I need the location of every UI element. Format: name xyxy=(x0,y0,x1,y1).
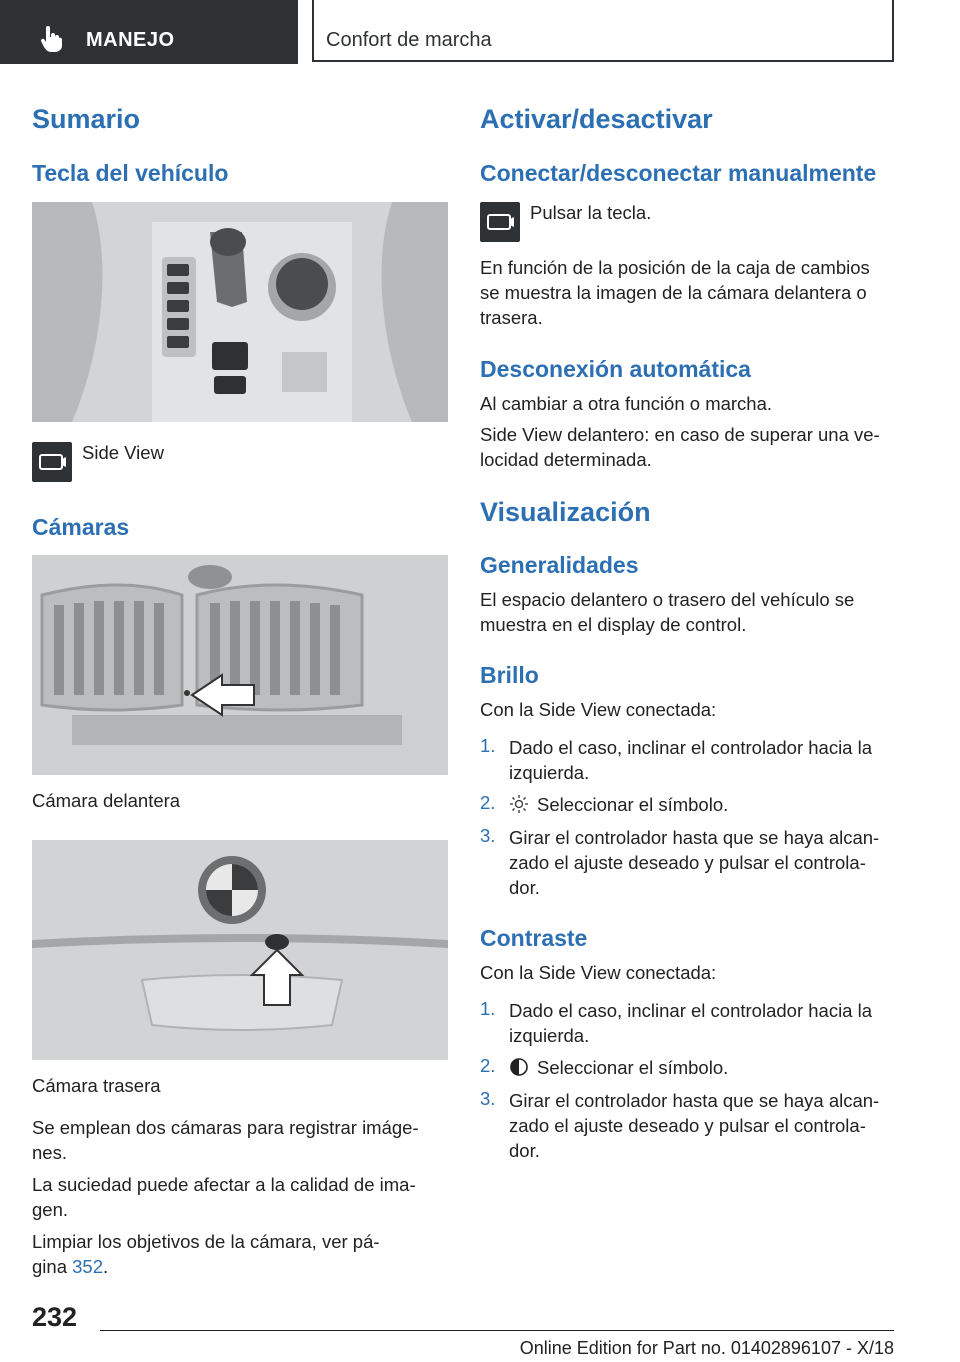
brightness-sun-icon xyxy=(509,794,529,814)
footer-edition: Online Edition for Part no. 01402896107 - X/18 xyxy=(519,1338,894,1358)
heading-contraste: Contraste xyxy=(480,925,588,951)
contraste-step-3-l3: dor. xyxy=(509,1140,540,1161)
heading-camaras: Cámaras xyxy=(32,514,130,540)
heading-conectar: Conectar/desconectar manualmente xyxy=(480,160,877,186)
pulsar-tecla: Pulsar la tecla. xyxy=(530,202,652,223)
rear-camera-photo xyxy=(32,840,448,1060)
brillo-step-1-l2: izquierda. xyxy=(509,762,590,783)
page-header xyxy=(0,0,960,66)
heading-activar: Activar/desactivar xyxy=(480,104,713,134)
heading-visualizacion: Visualización xyxy=(480,497,651,527)
contraste-step-3-l1: Girar el controlador hasta que se haya alcan- xyxy=(509,1090,880,1111)
front-camera-photo xyxy=(32,555,448,775)
auto-line-2: Side View delantero: en caso de superar una ve- xyxy=(480,424,880,445)
contrast-icon xyxy=(509,1057,529,1077)
gen-line-2: muestra en el display de control. xyxy=(480,614,747,635)
side-view-camera-icon xyxy=(32,442,72,482)
para-clean-l2 xyxy=(32,1254,108,1279)
caption-rear-camera: Cámara trasera xyxy=(32,1075,161,1096)
brillo-step-2-text: Seleccionar el símbolo. xyxy=(537,794,729,815)
func-line-2: se muestra la imagen de la cámara delantera o xyxy=(480,282,867,303)
auto-line-3: locidad determinada. xyxy=(480,449,652,470)
side-view-camera-icon xyxy=(480,202,520,242)
contraste-step-2-num: 2. xyxy=(480,1055,496,1076)
heading-brillo: Brillo xyxy=(480,662,539,688)
contraste-intro: Con la Side View conectada: xyxy=(480,962,717,983)
page-link-352[interactable]: 352 xyxy=(72,1256,103,1277)
brillo-step-2-num: 2. xyxy=(480,792,496,813)
heading-generalidades: Generalidades xyxy=(480,552,639,578)
contraste-step-1-l1: Dado el caso, inclinar el controlador hacia la xyxy=(509,1000,873,1021)
side-view-button-icon-2 xyxy=(480,202,520,242)
brillo-step-3-l1: Girar el controlador hasta que se haya alcan- xyxy=(509,827,880,848)
para-clean-prefix: gina xyxy=(32,1256,73,1277)
contraste-step-3-num: 3. xyxy=(480,1088,496,1109)
para-clean-l1: Limpiar los objetivos de la cámara, ver pá- xyxy=(32,1231,380,1252)
page-number: 232 xyxy=(32,1302,78,1332)
brillo-intro: Con la Side View conectada: xyxy=(480,699,717,720)
gen-line-1: El espacio delantero o trasero del vehículo se xyxy=(480,589,855,610)
contraste-step-1-l2: izquierda. xyxy=(509,1025,590,1046)
func-line-3: trasera. xyxy=(480,307,543,328)
contraste-step-2-text: Seleccionar el símbolo. xyxy=(537,1057,729,1078)
footer-divider xyxy=(100,1330,894,1331)
para-two-cameras-l2: nes. xyxy=(32,1142,67,1163)
section-title: MANEJO xyxy=(86,29,175,51)
contraste-step-1-num: 1. xyxy=(480,998,496,1019)
side-view-label: Side View xyxy=(82,442,164,463)
console-photo xyxy=(32,202,448,422)
brillo-step-3-l3: dor. xyxy=(509,877,540,898)
contraste-step-3-l2: zado el ajuste deseado y pulsar el controla- xyxy=(509,1115,866,1136)
brillo-step-1-num: 1. xyxy=(480,735,496,756)
heading-tecla: Tecla del vehículo xyxy=(32,160,229,186)
heading-desconexion: Desconexión automática xyxy=(480,356,751,382)
hand-pointer-icon xyxy=(40,26,64,52)
heading-sumario: Sumario xyxy=(32,104,141,134)
para-clean-suffix: . xyxy=(103,1256,109,1277)
brillo-step-3-l2: zado el ajuste deseado y pulsar el controla- xyxy=(509,852,866,873)
brillo-step-3-num: 3. xyxy=(480,825,496,846)
section-tab xyxy=(0,0,298,64)
para-dirt-l1: La suciedad puede afectar a la calidad de ima- xyxy=(32,1174,416,1195)
brillo-step-1-l1: Dado el caso, inclinar el controlador hacia la xyxy=(509,737,873,758)
chapter-title: Confort de marcha xyxy=(326,29,492,51)
func-line-1: En función de la posición de la caja de cambios xyxy=(480,257,870,278)
para-dirt-l2: gen. xyxy=(32,1199,69,1220)
chapter-tab xyxy=(312,0,894,62)
auto-line-1: Al cambiar a otra función o marcha. xyxy=(480,393,773,414)
para-two-cameras-l1: Se emplean dos cámaras para registrar imáge- xyxy=(32,1117,419,1138)
caption-front-camera: Cámara delantera xyxy=(32,790,181,811)
side-view-button-icon xyxy=(32,442,72,482)
